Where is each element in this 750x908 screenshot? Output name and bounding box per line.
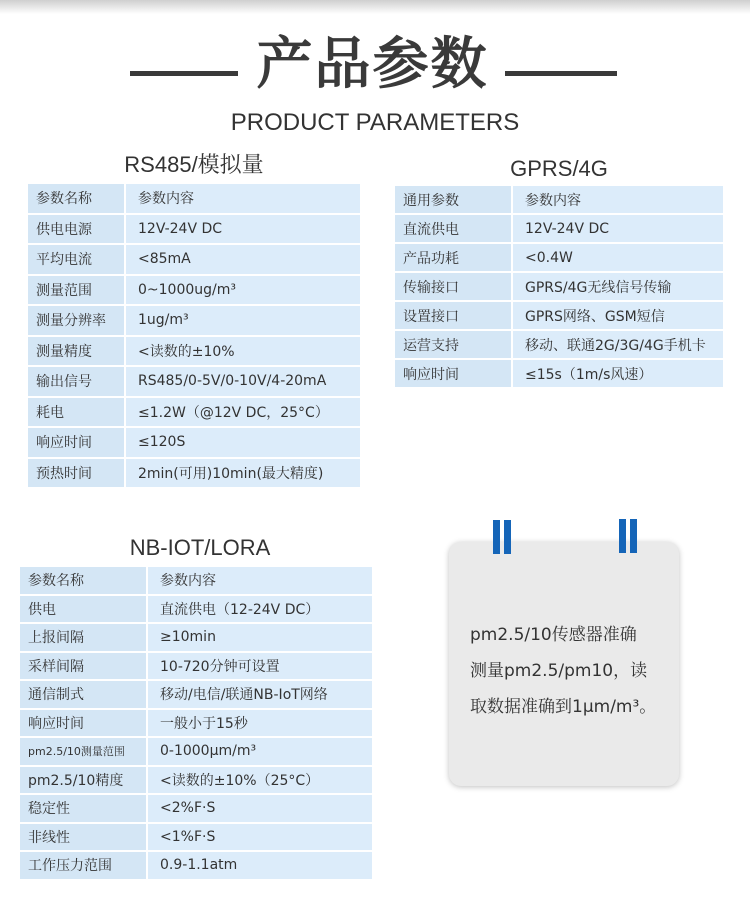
title-left-rule (130, 71, 238, 76)
param-value-cell: GPRS/4G无线信号传输 (513, 273, 723, 302)
param-value-cell: <2%F·S (148, 795, 372, 824)
note-line: 取数据准确到1μm/m³。 (470, 697, 657, 717)
param-label-cell: 供电 (20, 596, 148, 625)
param-value-cell: 12V-24V DC (126, 215, 360, 246)
gprs-table (395, 186, 723, 389)
param-label-cell: 响应时间 (28, 428, 126, 459)
clip-bar (493, 520, 500, 554)
param-value-cell: <读数的±10%（25°C） (148, 767, 372, 796)
table-row (28, 367, 360, 398)
table-row (28, 337, 360, 368)
param-value-cell: 12V-24V DC (513, 215, 723, 244)
table-row (20, 596, 372, 625)
param-value-cell: <读数的±10% (126, 337, 360, 368)
param-label-cell: 供电电源 (28, 215, 126, 246)
param-value-cell: ≤15s（1m/s风速） (513, 360, 723, 389)
note-line: 测量pm2.5/pm10，读 (470, 661, 648, 681)
table-row (28, 245, 360, 276)
param-value-cell: 10-720分钟可设置 (148, 653, 372, 682)
param-label-cell: 上报间隔 (20, 624, 148, 653)
param-value-cell: ≤120S (126, 428, 360, 459)
table-row (20, 710, 372, 739)
param-label-cell: 耗电 (28, 398, 126, 429)
table-row (20, 824, 372, 853)
title-right-rule (505, 71, 617, 76)
param-value-cell: 移动/电信/联通NB-IoT网络 (148, 681, 372, 710)
param-value-cell: 2min(可用)10min(最大精度) (126, 459, 360, 490)
param-value-cell: 1ug/m³ (126, 306, 360, 337)
param-value-cell: ≥10min (148, 624, 372, 653)
param-label-cell: 运营支持 (395, 331, 513, 360)
rs485-header-row (28, 184, 360, 215)
param-label-cell: 平均电流 (28, 245, 126, 276)
param-label-cell: 传输接口 (395, 273, 513, 302)
table-row (20, 653, 372, 682)
param-value-cell: 移动、联通2G/3G/4G手机卡 (513, 331, 723, 360)
table-row (20, 767, 372, 796)
param-label-cell: 参数名称 (28, 184, 126, 215)
table-row (395, 273, 723, 302)
table-row (20, 795, 372, 824)
param-value-cell: 0-1000μm/m³ (148, 738, 372, 767)
rs485-table (28, 184, 360, 489)
right-clip-icon (619, 519, 639, 555)
param-label-cell: 参数名称 (20, 567, 148, 596)
param-label-cell: 采样间隔 (20, 653, 148, 682)
nbiot-header-row (20, 567, 372, 596)
param-value-cell: ≤1.2W（@12V DC，25°C） (126, 398, 360, 429)
param-label-cell: pm2.5/10精度 (20, 767, 148, 796)
param-label-cell: 测量范围 (28, 276, 126, 307)
param-value-cell: GPRS网络、GSM短信 (513, 302, 723, 331)
nbiot-title: NB-IOT/LORA (129, 535, 271, 560)
table-row (28, 215, 360, 246)
param-value-cell: 一般小于15秒 (148, 710, 372, 739)
param-label-cell: 产品功耗 (395, 244, 513, 273)
table-row (28, 459, 360, 490)
page-header (0, 30, 750, 100)
param-value-cell: 参数内容 (513, 186, 723, 215)
param-label-cell: 响应时间 (395, 360, 513, 389)
left-clip-icon (493, 520, 513, 556)
param-value-cell: <0.4W (513, 244, 723, 273)
table-row (20, 624, 372, 653)
param-label-cell: 直流供电 (395, 215, 513, 244)
param-label-cell: pm2.5/10测量范围 (20, 738, 148, 767)
page-title: 产品参数 (256, 32, 489, 97)
param-label-cell: 响应时间 (20, 710, 148, 739)
param-value-cell: 参数内容 (126, 184, 360, 215)
table-row (395, 244, 723, 273)
param-label-cell: 非线性 (20, 824, 148, 853)
table-row (28, 428, 360, 459)
top-shadow (0, 0, 750, 14)
param-label-cell: 稳定性 (20, 795, 148, 824)
table-row (28, 306, 360, 337)
param-label-cell: 测量精度 (28, 337, 126, 368)
param-label-cell: 设置接口 (395, 302, 513, 331)
table-row (20, 852, 372, 881)
table-row (395, 360, 723, 389)
param-value-cell: 直流供电（12-24V DC） (148, 596, 372, 625)
param-label-cell: 通用参数 (395, 186, 513, 215)
param-label-cell: 测量分辨率 (28, 306, 126, 337)
clip-bar (504, 520, 511, 554)
param-label-cell: 通信制式 (20, 681, 148, 710)
param-label-cell: 输出信号 (28, 367, 126, 398)
clip-bar (630, 519, 637, 553)
table-row (28, 276, 360, 307)
nbiot-table (20, 567, 372, 881)
table-row (395, 215, 723, 244)
note-line: pm2.5/10传感器准确 (470, 625, 637, 645)
page-subtitle: PRODUCT PARAMETERS (230, 109, 520, 136)
param-value-cell: RS485/0-5V/0-10V/4-20mA (126, 367, 360, 398)
param-label-cell: 预热时间 (28, 459, 126, 490)
table-row (28, 398, 360, 429)
gprs-title: GPRS/4G (510, 156, 608, 181)
rs485-title: RS485/模拟量 (124, 152, 264, 177)
param-value-cell: <1%F·S (148, 824, 372, 853)
param-value-cell: <85mA (126, 245, 360, 276)
param-label-cell: 工作压力范围 (20, 852, 148, 881)
clip-bar (619, 519, 626, 553)
param-value-cell: 参数内容 (148, 567, 372, 596)
table-row (395, 302, 723, 331)
gprs-header-row (395, 186, 723, 215)
note-text (470, 617, 670, 725)
table-row (20, 681, 372, 710)
param-value-cell: 0~1000ug/m³ (126, 276, 360, 307)
table-row (395, 331, 723, 360)
param-value-cell: 0.9-1.1atm (148, 852, 372, 881)
table-row (20, 738, 372, 767)
